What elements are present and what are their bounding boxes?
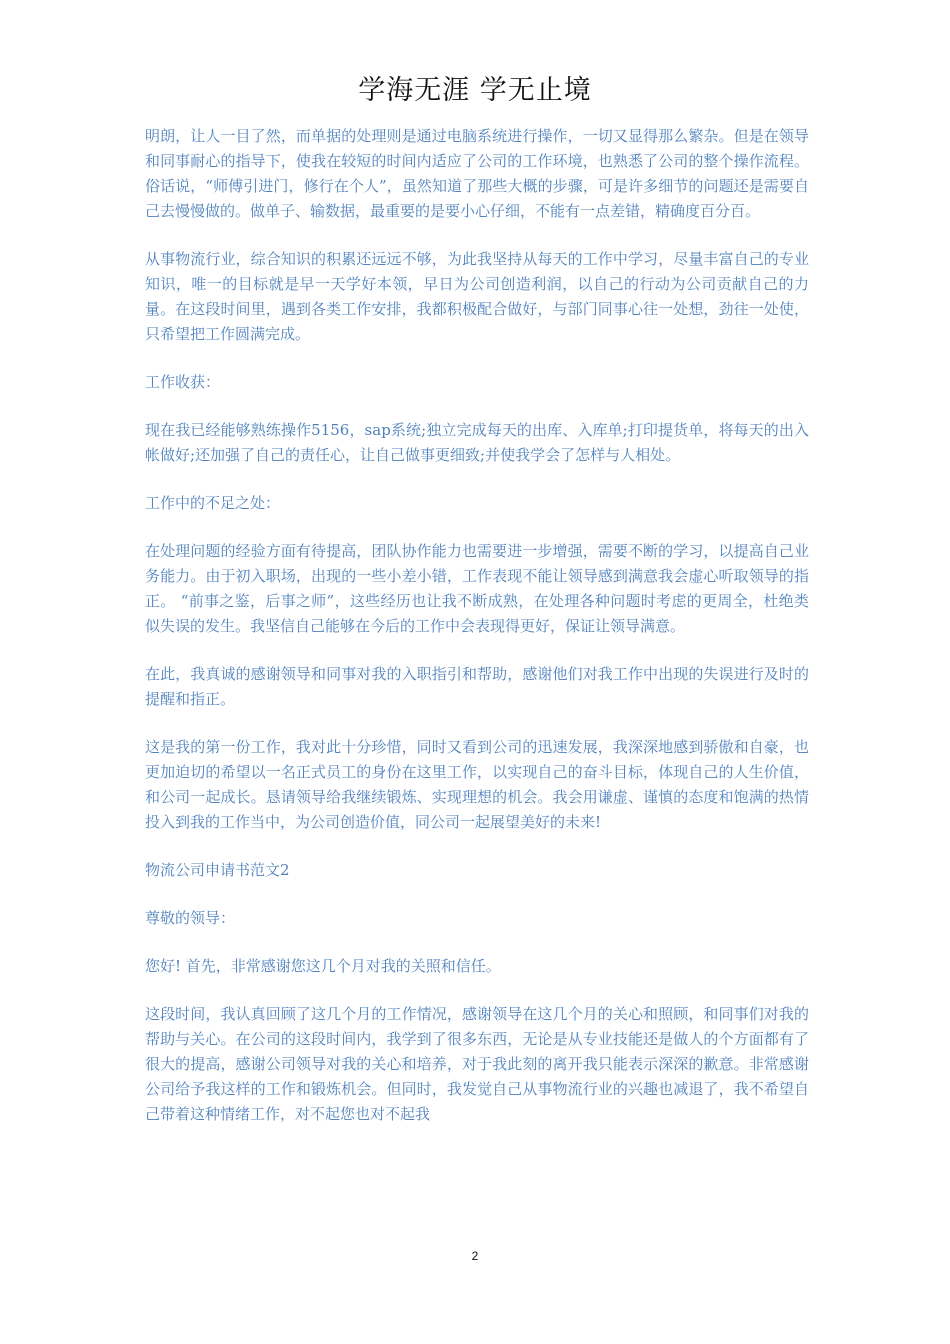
paragraph: 在此，我真诚的感谢领导和同事对我的入职指引和帮助，感谢他们对我工作中出现的失误进行及时的提醒和指正。	[145, 665, 809, 708]
section-heading: 工作中的不足之处：	[145, 494, 281, 512]
section-heading: 工作收获：	[145, 373, 221, 391]
paragraph: 从事物流行业，综合知识的积累还远远不够，为此我坚持从每天的工作中学习，尽量丰富自己的专业知识，唯一的目标就是早一天学好本领，早日为公司创造利润，以自己的行动为公司贡献自己的力量。在这段时间里，遇到各类工作安排，我都积极配合做好，与部门同事心往一处想，劲往一处使，只希望把工作圆满完成。	[145, 250, 809, 343]
paragraph: 您好! 首先，非常感谢您这几个月对我的关照和信任。	[145, 957, 501, 975]
page-number: 2	[471, 1249, 479, 1263]
paragraph: 这段时间，我认真回顾了这几个月的工作情况，感谢领导在这几个月的关心和照顾，和同事们对我的帮助与关心。在公司的这段时间内，我学到了很多东西，无论是从专业技能还是做人的个方面都有了很大的提高，感谢公司领导对我的关心和培养，对于我此刻的离开我只能表示深深的歉意。非常感谢公司给予我这样的工作和锻炼机会。但同时，我发觉自己从事物流行业的兴趣也减退了，我不希望自己带着这种情绪工作，对不起您也对不起我	[145, 1005, 809, 1123]
paragraph: 这是我的第一份工作，我对此十分珍惜，同时又看到公司的迅速发展，我深深地感到骄傲和自豪，也更加迫切的希望以一名正式员工的身份在这里工作，以实现自己的奋斗目标，体现自己的人生价值，和公司一起成长。恳请领导给我继续锻炼、实现理想的机会。我会用谦虚、谨慎的态度和饱满的热情投入到我的工作当中，为公司创造价值，同公司一起展望美好的未来!	[145, 738, 809, 831]
paragraph: 在处理问题的经验方面有待提高，团队协作能力也需要进一步增强，需要不断的学习，以提高自己业务能力。由于初入职场，出现的一些小差小错，工作表现不能让领导感到满意我会虚心听取领导的指正。 “前事之鉴，后事之师”，这些经历也让我不断成熟，在处理各种问题时考虑的更周全，杜绝类似失误的发生。我坚信自己能够在今后的工作中会表现得更好，保证让领导满意。	[145, 542, 809, 635]
paragraph: 明朗，让人一目了然，而单据的处理则是通过电脑系统进行操作，一切又显得那么繁杂。但是在领导和同事耐心的指导下，使我在较短的时间内适应了公司的工作环境，也熟悉了公司的整个操作流程。俗话说，“师傅引进门，修行在个人”，虽然知道了那些大概的步骤，可是许多细节的问题还是需要自己去慢慢做的。做单子、输数据，最重要的是要小心仔细，不能有一点差错，精确度百分百。	[145, 127, 809, 220]
document-title: 物流公司申请书范文2	[145, 861, 290, 879]
page-header: 学海无涯 学无止境	[358, 75, 592, 106]
document-body	[145, 124, 809, 1150]
paragraph: 现在我已经能够熟练操作5156，sap系统;独立完成每天的出库、入库单;打印提货单，将每天的出入帐做好;还加强了自己的责任心，让自己做事更细致;并使我学会了怎样与人相处。	[145, 421, 809, 464]
salutation: 尊敬的领导：	[145, 909, 236, 927]
